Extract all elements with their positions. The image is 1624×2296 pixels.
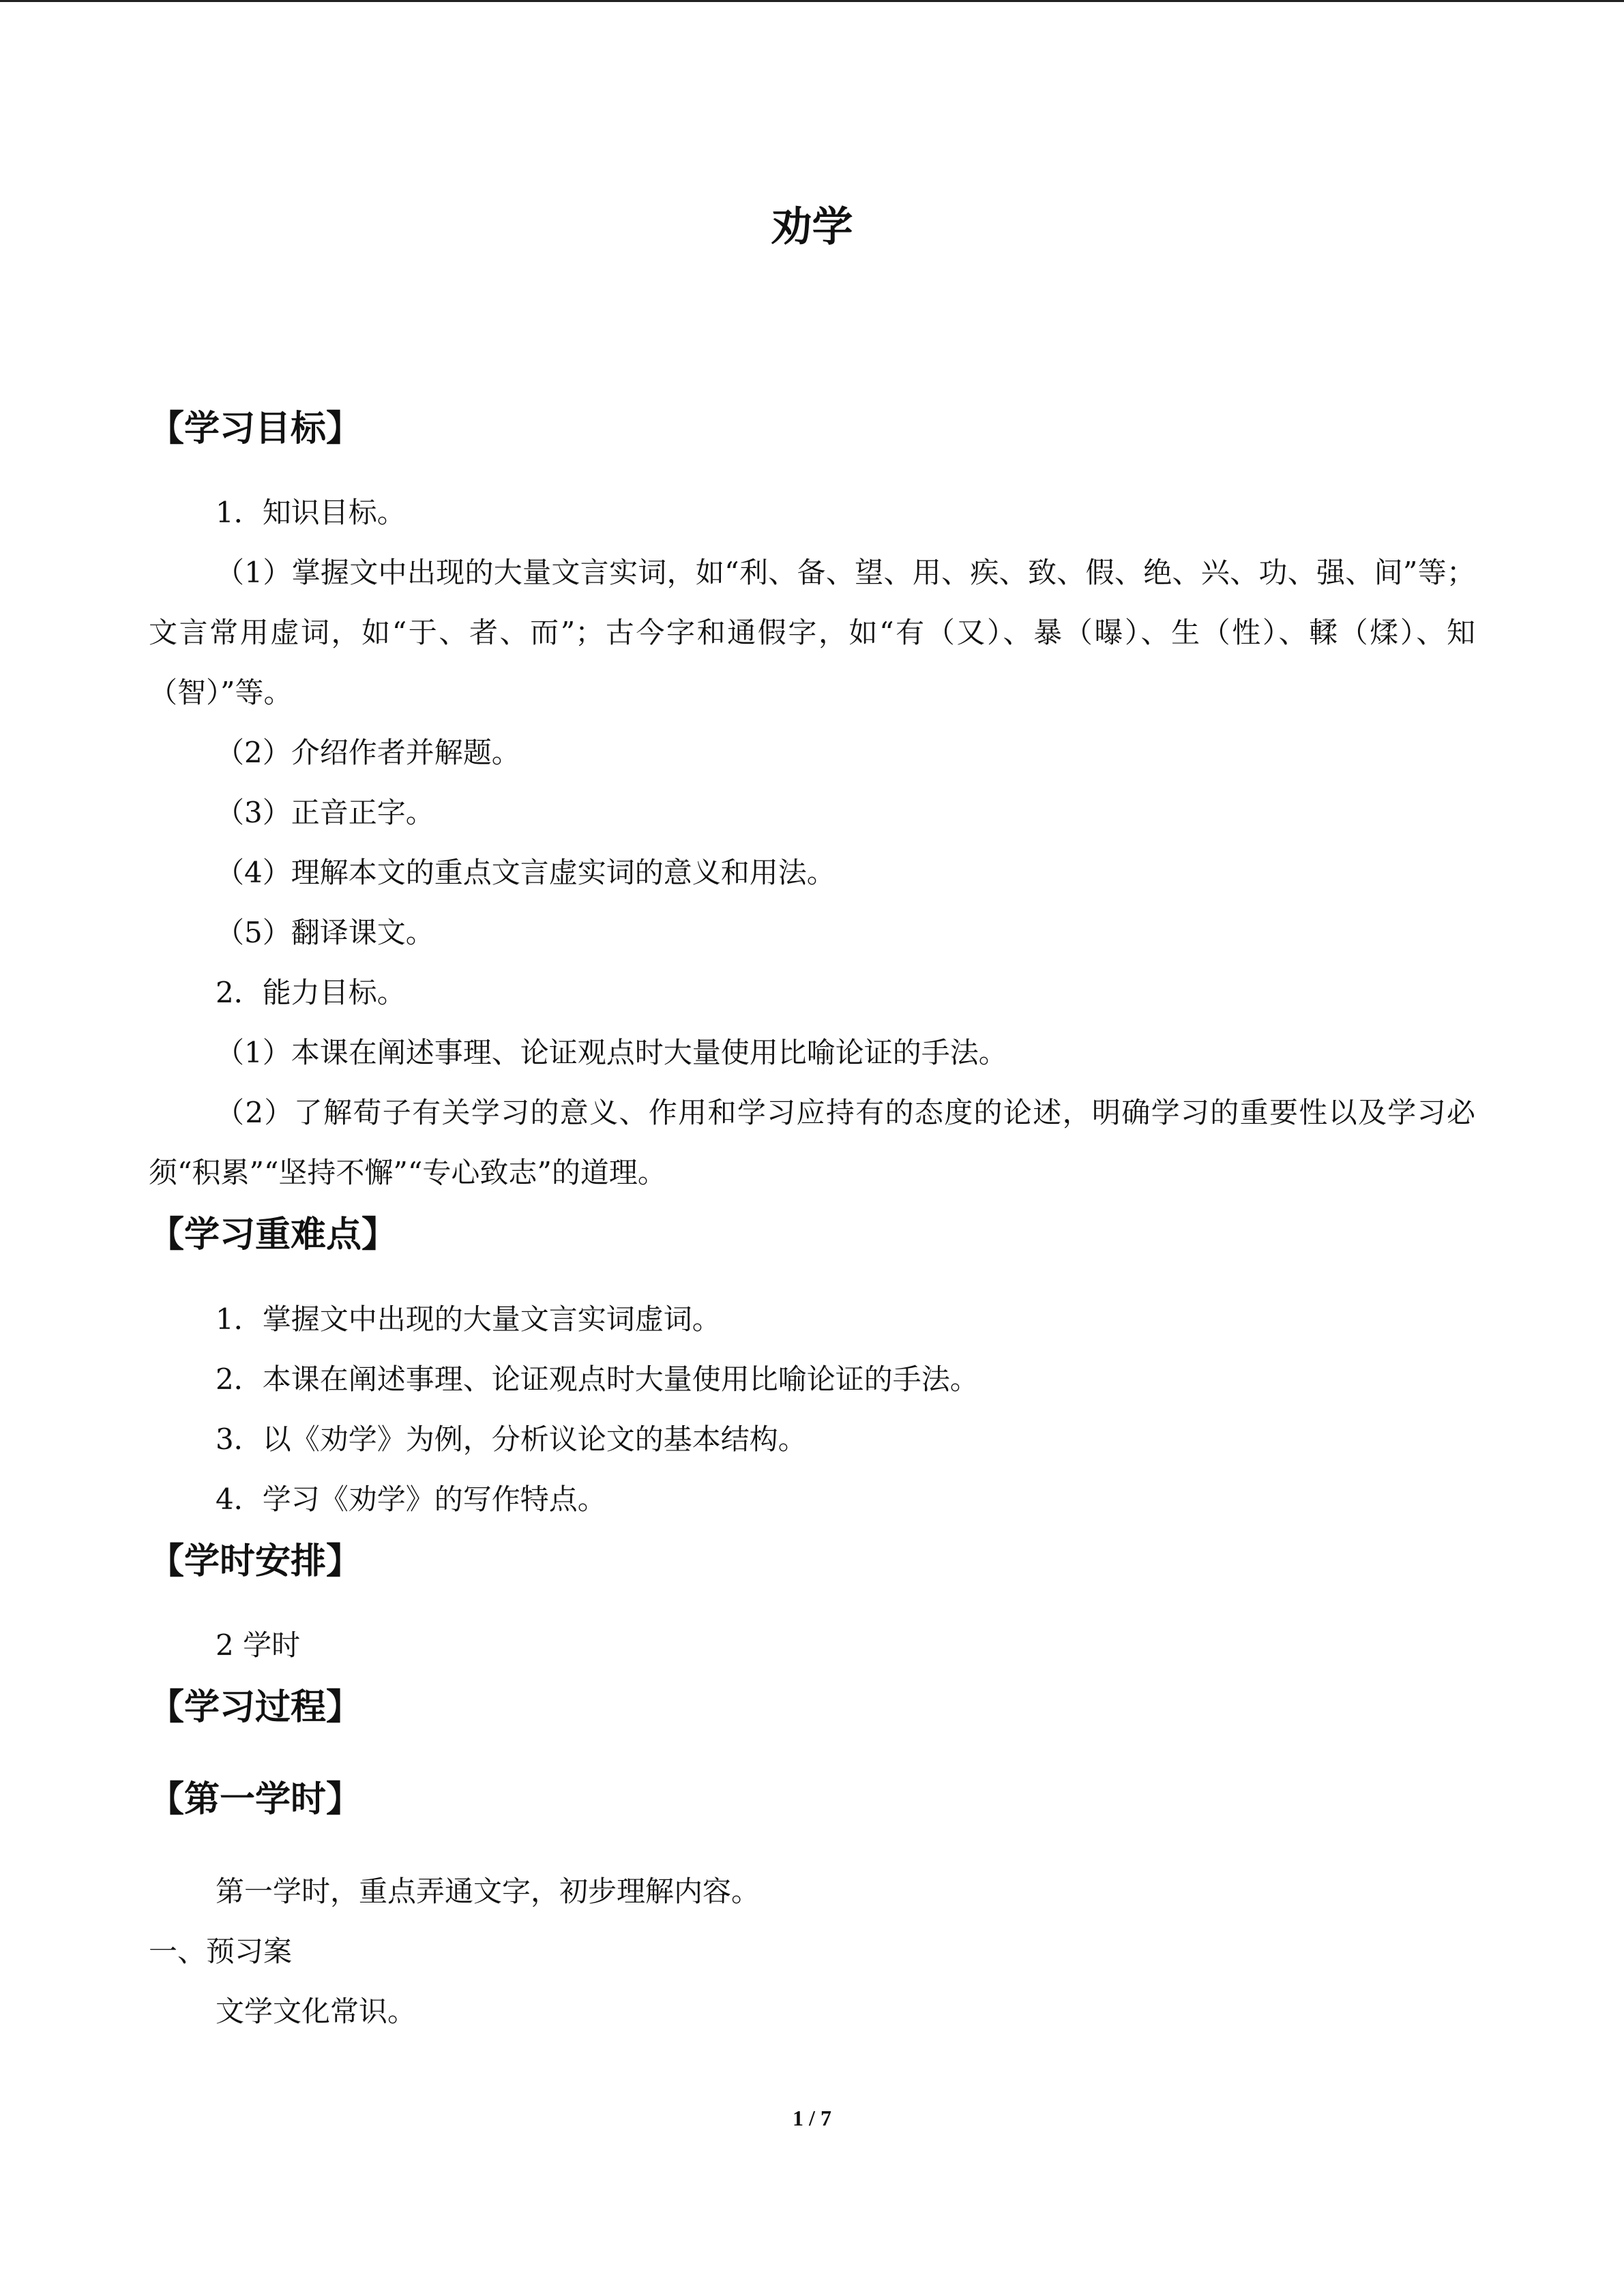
section-key-points — [149, 1214, 1475, 1529]
section-heading-objectives: 【学习目标】 — [149, 408, 362, 449]
section-heading-key-points: 【学习重难点】 — [149, 1214, 398, 1256]
paragraph: 文学文化常识。 — [216, 1994, 417, 2028]
paragraph: （2）介绍作者并解题。 — [216, 736, 520, 770]
paragraph: 3．以《劝学》为例，分析议论文的基本结构。 — [216, 1422, 807, 1456]
paragraph: 2．本课在阐述事理、论证观点时大量使用比喻论证的手法。 — [216, 1362, 979, 1396]
section-heading-schedule: 【学时安排】 — [149, 1540, 362, 1582]
paragraph: （1）掌握文中出现的大量文言实词，如“利、备、望、用、疾、致、假、绝、兴、功、强、间”等；文言常用虚词，如“于、者、而”；古今字和通假字，如“有（又）、暴（曝）、生（性）、輮（煣）、知（智）”等。 — [149, 556, 1475, 710]
subsection-title: 一、预习案 — [149, 1934, 293, 1968]
paragraph: （3）正音正字。 — [216, 796, 434, 830]
section-objectives — [149, 408, 1475, 1203]
paragraph: （2）了解荀子有关学习的意义、作用和学习应持有的态度的论述，明确学习的重要性以及学习必须“积累”“坚持不懈”“专心致志”的道理。 — [149, 1096, 1475, 1190]
paragraph: 第一学时，重点弄通文字，初步理解内容。 — [216, 1874, 761, 1908]
section-process — [149, 1686, 1475, 1729]
paragraph: （1）本课在阐述事理、论证观点时大量使用比喻论证的手法。 — [216, 1036, 1007, 1070]
page-number: 1 / 7 — [793, 2106, 831, 2130]
paragraph: 4．学习《劝学》的写作特点。 — [216, 1482, 606, 1516]
paragraph: 2 学时 — [216, 1628, 301, 1663]
page-title: 劝学 — [771, 203, 853, 251]
section-heading-first-period: 【第一学时】 — [149, 1778, 362, 1820]
paragraph: （5）翻译课文。 — [216, 916, 434, 950]
page-content — [149, 203, 1475, 2042]
paragraph: （4）理解本文的重点文言虚实词的意义和用法。 — [216, 856, 836, 890]
paragraph: 2．能力目标。 — [216, 976, 406, 1010]
section-first-period — [149, 1778, 1475, 2042]
paragraph: 1．知识目标。 — [216, 496, 406, 530]
section-heading-process: 【学习过程】 — [149, 1687, 362, 1729]
paragraph: 1．掌握文中出现的大量文言实词虚词。 — [216, 1302, 721, 1336]
section-schedule — [149, 1540, 1475, 1675]
